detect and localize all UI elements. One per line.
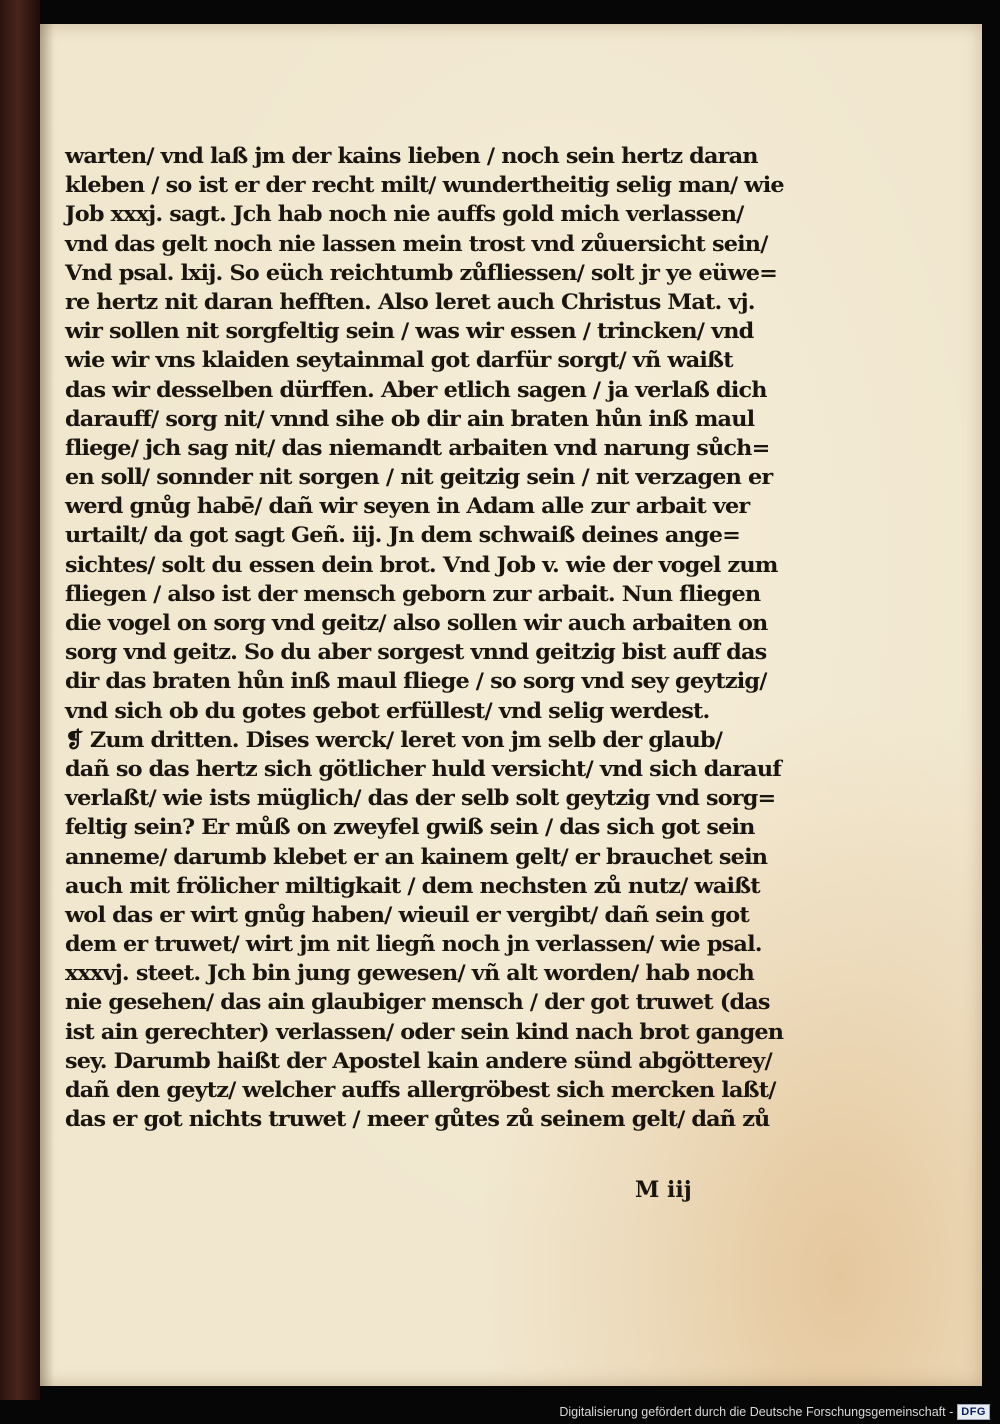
text-line: dem er truwet/ wirt jm nit liegñ noch jn verlassen/ wie psal. (65, 932, 762, 958)
paragraph-start-line: ❡ Zum dritten. Dises werck/ leret von jm selb der glaub/ (65, 727, 723, 753)
text-line: das er got nichts truwet / meer gůtes zů seinem gelt/ dañ zů (65, 1107, 770, 1133)
text-line: werd gnůg habē/ dañ wir seyen in Adam alle zur arbait ver (65, 494, 750, 520)
text-line: vnd sich ob du gotes gebot erfüllest/ vnd selig werdest. (65, 698, 710, 724)
dfg-logo: DFG (957, 1404, 990, 1420)
text-line: wir sollen nit sorgfeltig sein / was wir essen / trincken/ vnd (65, 319, 754, 345)
gutter-shadow (40, 24, 54, 1386)
text-line: Vnd psal. lxij. So eüch reichtumb zůfliessen/ solt jr ye eüwe= (65, 260, 778, 286)
text-line: dir das braten hůn inß maul fliege / so sorg vnd sey geytzig/ (65, 669, 767, 695)
text-line: xxxvj. steet. Jch bin jung gewesen/ vñ alt worden/ hab noch (65, 961, 754, 987)
text-line: dañ so das hertz sich götlicher huld versicht/ vnd sich darauf (65, 756, 782, 782)
text-line: fliegen / also ist der mensch geborn zur arbait. Nun fliegen (65, 581, 761, 607)
text-line: wol das er wirt gnůg haben/ wieuil er vergibt/ dañ sein got (65, 902, 749, 928)
text-line: vnd das gelt noch nie lassen mein trost vnd zůuersicht sein/ (65, 231, 768, 257)
text-line: ist ain gerechter) verlassen/ oder sein kind nach brot gangen (65, 1019, 784, 1045)
digitization-footer (559, 1402, 990, 1422)
text-line: warten/ vnd laß jm der kains lieben / noch sein hertz daran (65, 144, 758, 169)
text-line: kleben / so ist er der recht milt/ wundertheitig selig man/ wie (65, 173, 784, 199)
text-line: verlaßt/ wie ists müglich/ das der selb solt geytzig vnd sorg= (65, 786, 776, 812)
text-line: die vogel on sorg vnd geitz/ also sollen wir auch arbaiten on (65, 611, 768, 636)
text-line: feltig sein? Er můß on zweyfel gwiß sein / das sich got sein (65, 815, 755, 841)
text-line: wie wir vns klaiden seytainmal got darfür sorgt/ vñ waißt (65, 348, 733, 374)
text-line: urtailt/ da got sagt Geñ. iij. Jn dem schwaiß deines ange= (65, 523, 741, 549)
text-line: re hertz nit daran hefften. Also leret auch Christus Mat. vj. (65, 289, 755, 315)
text-line: fliege/ jch sag nit/ das niemandt arbaiten vnd narung sůch= (65, 435, 770, 461)
book-page (40, 24, 982, 1386)
book-binding (0, 0, 40, 1400)
text-line: dañ den geytz/ welcher auffs allergröbest sich mercken laßt/ (65, 1078, 776, 1103)
text-line: Job xxxj. sagt. Jch hab noch nie auffs gold mich verlassen/ (65, 202, 744, 228)
text-line: sey. Darumb haißt der Apostel kain andere sünd abgötterey/ (65, 1048, 772, 1074)
text-line: auch mit frölicher miltigkait / dem nechsten zů nutz/ waißt (65, 873, 760, 899)
text-line: das wir desselben dürffen. Aber etlich sagen / ja verlaß dich (65, 377, 767, 403)
text-line: nie gesehen/ das ain glaubiger mensch / der got truwet (das (65, 990, 770, 1016)
text-line: en soll/ sonnder nit sorgen / nit geitzig sein / nit verzagen er (65, 465, 773, 491)
signature-mark: M iij (635, 1177, 692, 1203)
text-line: darauff/ sorg nit/ vnnd sihe ob dir ain braten hůn inß maul (65, 406, 755, 432)
text-line: sichtes/ solt du essen dein brot. Vnd Job v. wie der vogel zum (65, 552, 778, 578)
text-line: sorg vnd geitz. So du aber sorgest vnnd geitzig bist auff das (65, 640, 767, 666)
text-line: anneme/ darumb klebet er an kainem gelt/ er brauchet sein (65, 844, 768, 870)
footer-credit-text: Digitalisierung gefördert durch die Deutsche Forschungsgemeinschaft - (559, 1405, 954, 1419)
text-block (65, 142, 850, 1134)
